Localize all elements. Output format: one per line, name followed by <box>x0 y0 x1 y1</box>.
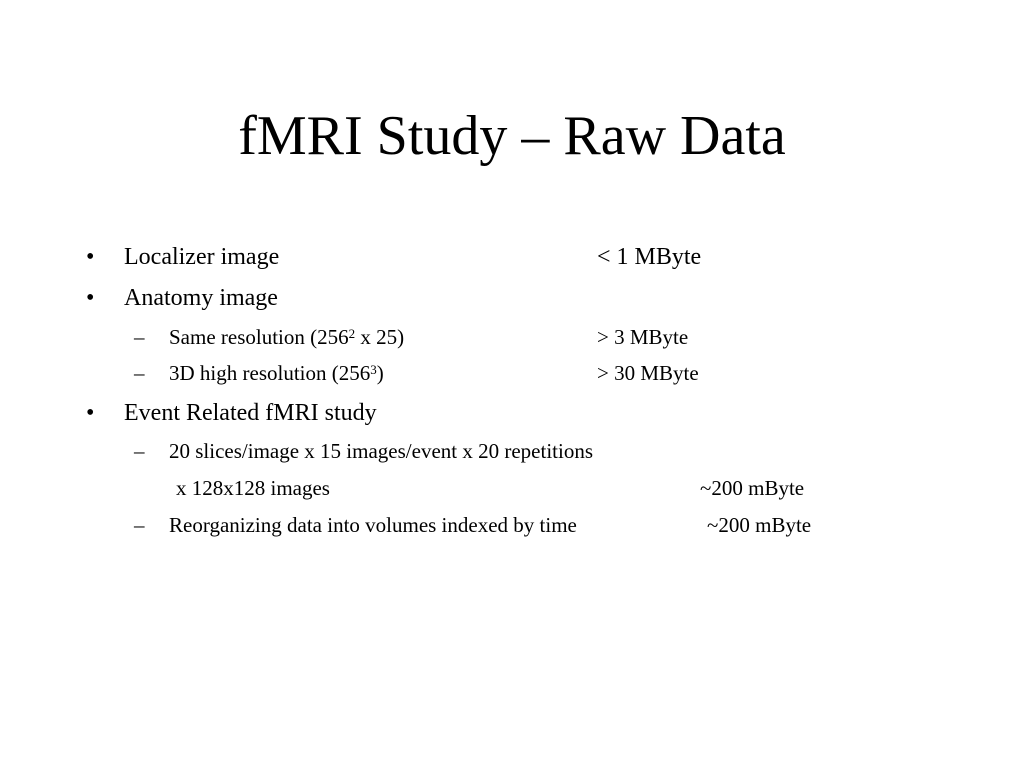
bullet-marker: • <box>86 285 95 311</box>
subitem-text: Reorganizing data into volumes indexed by time <box>169 513 577 537</box>
size-value: > 3 MByte <box>597 325 689 349</box>
slide-title: fMRI Study – Raw Data <box>238 105 786 167</box>
subitem-text: 3D high resolution $(256^3)$ <box>169 361 384 385</box>
bullet-text: Event Related fMRI study <box>124 400 377 426</box>
bullet-marker: • <box>86 400 95 426</box>
subitem-same-resolution <box>0 324 1024 350</box>
superscript: 3 <box>370 362 377 378</box>
size-value: ~200 mByte <box>700 476 805 500</box>
subitem-slices-continuation <box>0 475 1024 501</box>
dash-marker: – <box>134 513 145 537</box>
subitem-text: 20 slices/image x 15 images/event x 20 repetitions <box>169 439 593 463</box>
size-value: < 1 MByte <box>597 244 702 270</box>
subitem-text: Same resolution ($256^2$ x 25) <box>169 325 405 349</box>
subitem-slices <box>0 438 1024 464</box>
subitem-3d-high-resolution <box>0 360 1024 386</box>
bullet-anatomy <box>0 283 1024 313</box>
subitem-continuation-text: x 128x128 images <box>176 476 330 500</box>
dash-marker: – <box>134 439 145 463</box>
bullet-event-related <box>0 398 1024 428</box>
bullet-localizer <box>0 242 1024 272</box>
bullet-text: Localizer image <box>124 244 280 270</box>
bullet-marker: • <box>86 244 95 270</box>
bullet-text: Anatomy image <box>124 285 278 311</box>
superscript: 2 <box>348 326 356 342</box>
subitem-reorganizing <box>0 512 1024 538</box>
size-value: > 30 MByte <box>597 361 699 385</box>
dash-marker: – <box>134 325 145 349</box>
dash-marker: – <box>134 361 145 385</box>
size-value: ~200 mByte <box>707 513 812 537</box>
